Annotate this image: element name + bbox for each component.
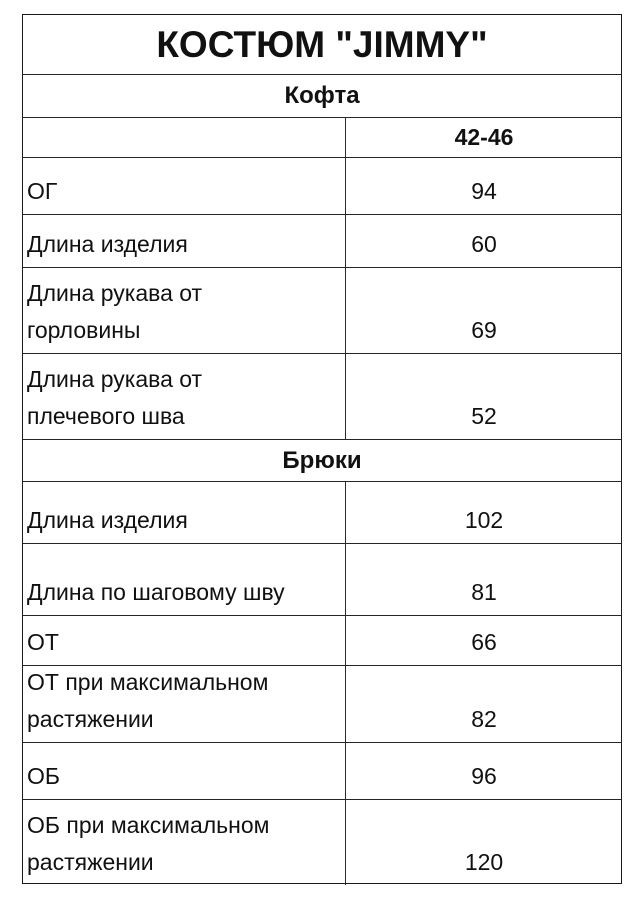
- page-title: КОСТЮМ "JIMMY": [156, 23, 488, 65]
- measurement-value: 52: [471, 403, 497, 429]
- table-row: [23, 666, 621, 743]
- measurement-value: 69: [471, 317, 497, 343]
- measurement-label: ОТ при максимальном растяжении: [27, 669, 269, 732]
- measurement-label: ОГ: [27, 178, 58, 204]
- table-row: [23, 215, 621, 268]
- measurement-value: 60: [471, 231, 497, 257]
- section-title-kofta: Кофта: [284, 82, 360, 109]
- measurement-label: Длина рукава от горловины: [27, 280, 203, 343]
- measurement-value: 96: [471, 763, 497, 789]
- table-row: [23, 616, 621, 666]
- title-row: [23, 15, 621, 75]
- size-header-row: [23, 118, 621, 158]
- table-row: [23, 544, 621, 616]
- measurement-label: ОБ: [27, 763, 60, 789]
- table-row: [23, 800, 621, 885]
- table-row: [23, 158, 621, 215]
- measurement-value: 102: [464, 507, 504, 533]
- measurement-value: 120: [464, 849, 504, 875]
- table-row: [23, 268, 621, 354]
- table-row: [23, 743, 621, 800]
- section-title-bryuki: Брюки: [282, 446, 362, 474]
- section-header-row: [23, 440, 621, 482]
- table-row: [23, 354, 621, 440]
- size-header: 42-46: [454, 124, 514, 150]
- section-header-row: [23, 75, 621, 118]
- table-row: [23, 482, 621, 544]
- measurement-label: Длина рукава от плечевого шва: [27, 366, 203, 429]
- measurement-label: Длина изделия: [27, 231, 188, 257]
- measurement-value: 66: [471, 629, 497, 655]
- measurement-value: 94: [471, 178, 497, 204]
- size-chart-table: [22, 14, 622, 884]
- measurement-label: ОТ: [27, 629, 59, 655]
- measurement-label: ОБ при максимальном растяжении: [27, 812, 270, 875]
- measurement-label: Длина изделия: [27, 507, 188, 533]
- measurement-label: Длина по шаговому шву: [27, 579, 285, 605]
- measurement-value: 81: [471, 579, 497, 605]
- measurement-value: 82: [471, 706, 497, 732]
